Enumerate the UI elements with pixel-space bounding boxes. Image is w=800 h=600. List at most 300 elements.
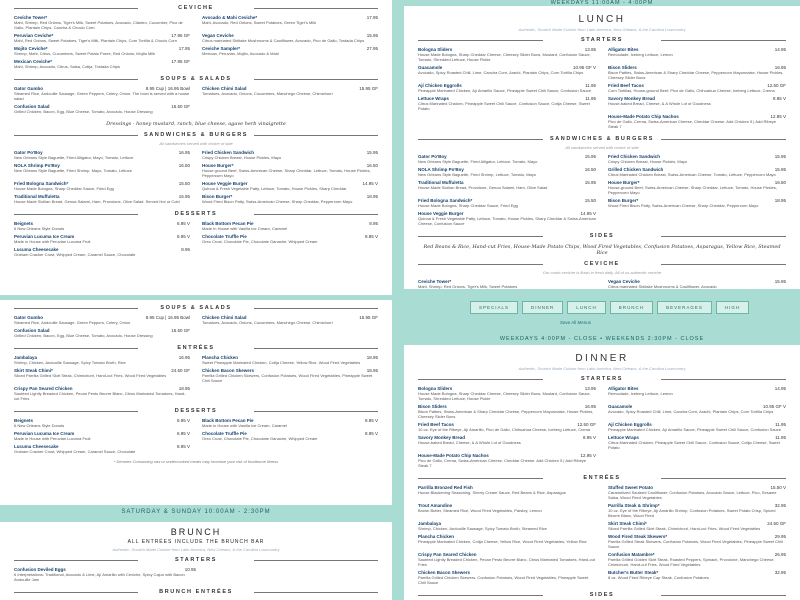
item-name: Black Bottom Pecan Pie (202, 221, 254, 226)
item-price: 8.95 (369, 221, 378, 226)
item-price: 15.95 (366, 33, 378, 38)
item-name: Fried Beef Tacos (608, 83, 644, 88)
menu-item (608, 278, 786, 289)
dinner-starters-grid (418, 385, 786, 470)
item-price: 13.95 (584, 386, 596, 391)
item-price: 27.95 (366, 46, 378, 51)
menu-item (14, 45, 190, 58)
item-description: Oreo Crust, Chocolate Pie, Chocolate Ganache, Whipped Cream (202, 436, 318, 441)
lunch-title: LUNCH (578, 14, 626, 25)
item-description: New Orleans Style Baguette, Fried Alligator, Lettuce, Tomato, Mayo (418, 159, 538, 164)
item-price: 14.95 V (362, 181, 378, 186)
item-price: 32.95 (774, 503, 786, 508)
tab-lunch[interactable]: LUNCH (567, 301, 606, 314)
item-price: 24.50 GF (171, 368, 190, 373)
item-name: Confusion Salad (14, 328, 50, 333)
item-name: Fried Chicken Sandwich (608, 154, 661, 159)
menu-item (14, 327, 190, 340)
item-price: 16.50 (584, 167, 596, 172)
section-heading-dinner-starters: STARTERS (418, 376, 786, 382)
item-price: 24.50 GF (767, 521, 786, 526)
entrees-grid (14, 354, 378, 403)
menu-item (202, 193, 378, 206)
item-description: Brown Butter, Steamed Rice, Wood Fired Vegetables, Parsley, Lemon (418, 508, 542, 513)
sandwiches-subtitle: All sandwiches served with choice of side (159, 141, 233, 146)
menu-item (14, 58, 190, 71)
menu-item (608, 64, 786, 82)
menu-item (14, 193, 190, 206)
menu-item (14, 85, 190, 103)
item-name: NOLA Shrimp Po'Boy (418, 167, 464, 172)
item-description: Pineapple Marinated Chicken, Ají Amarillo Sauce, Pineapple Sweet Chili Sauce, Confusion Sauce (418, 88, 591, 93)
item-description: House ground Beef, Swiss-American Cheese, Sharp Cheddar, Lettuce, Tomato, House Pickles, Peppercorn Mayo (202, 168, 371, 178)
menu-item (418, 82, 596, 95)
item-price: 16.95 (178, 150, 190, 155)
menu-item (608, 520, 786, 533)
item-price: 16.95 (774, 65, 786, 70)
section-heading-brunch-starters: STARTERS (14, 557, 378, 563)
item-name: Bison Sliders (418, 404, 447, 409)
item-description: Sweet Pineapple Marinated Chicken, Cotija Cheese, Yellow Rice, Wood Fired Vegetables (202, 360, 361, 365)
item-name: Ceviche Tower* (418, 279, 452, 284)
menu-item (14, 385, 190, 403)
lunch-ceviche-grid (418, 278, 786, 289)
item-price: 15.50 GF (171, 104, 190, 109)
menu-item (14, 220, 190, 233)
item-description: Bison Patties, Swiss-American & Sharp Cheddar Cheese, Peppercorn Mayonnaise, House Pickles, Cheesey Slider Buns (608, 70, 784, 80)
item-name: Grilled Chicken Sandwich (608, 167, 664, 172)
item-name: Gator Gumbo (14, 86, 43, 91)
item-description: Pineapple Marinated Chicken, Cotija Cheese, Yellow Rice, Wood Fired Vegetables, Yellow Rice (418, 539, 587, 544)
item-name: Chicken Chimi Salad (202, 315, 247, 320)
item-name: Bison Burger* (202, 194, 233, 199)
dinner-hours-label: WEEKDAYS 4:00PM - CLOSE • WEEKENDS 2:30PM - CLOSE (499, 336, 705, 342)
menu-item (418, 153, 596, 166)
left-menu-panel-bottom (0, 300, 392, 505)
item-price: 29.95 (774, 534, 786, 539)
item-description: Graham Cracker Crust, Whipped Cream, Caramel Sauce, Chocolate (14, 449, 136, 454)
item-price: 10.95 GF V (762, 404, 786, 409)
menu-item (418, 385, 596, 403)
brunch-hours-label: SATURDAY & SUNDAY 10:00AM - 2:30PM (121, 509, 271, 515)
menu-item (608, 569, 786, 587)
item-name: Gator Gumbo (14, 315, 43, 320)
menu-item (418, 421, 596, 434)
tab-beverages[interactable]: BEVERAGES (657, 301, 712, 314)
item-price: 15.95 (774, 154, 786, 159)
item-price: 12.95 V (770, 114, 786, 119)
item-name: House Veggie Burger (418, 211, 464, 216)
item-description: Made in House with Peruvian Lucuma Fruit (14, 436, 91, 441)
item-name: Fried Bologna Sandwich* (418, 198, 473, 203)
item-name: Jambalaya (14, 355, 38, 360)
item-name: Confusion Matambre* (608, 552, 655, 557)
item-description: Corn Tortillas, House-ground Beef, Pico de Gallo, Chihuahua Cheese, Iceberg Lettuce, Crema (608, 88, 775, 93)
menu-item (608, 533, 786, 551)
menu-item (14, 149, 190, 162)
lunch-subtitle: Authentic, Scratch Made Cuisine from Latin America, New Orleans, & the Carolina Lowcountry (518, 27, 686, 32)
item-name: Avocado & Mahi Ceviche* (202, 15, 258, 20)
item-name: Fried Beef Tacos (418, 422, 454, 427)
item-name: Peruvian Ceviche* (14, 33, 54, 38)
item-price: 6.95 V (176, 234, 190, 239)
menu-item (14, 430, 190, 443)
menu-item (418, 569, 596, 587)
item-price (592, 570, 596, 575)
item-description: Tomatoes, Avocado, Onions, Cucumbers, Manchego Cheese, Chimichurri (202, 320, 333, 325)
soups-grid-2 (14, 314, 378, 340)
item-description: House-ground Beef, Swiss-American Cheese, Sharp Cheddar, Lettuce, Tomato, House Pickles, Peppercorn Mayo (608, 185, 777, 195)
item-name: Chocolate Truffle Pie (202, 431, 247, 436)
menu-item (202, 367, 378, 385)
item-price: 15.95 GF (359, 315, 378, 320)
lunch-hours-label: WEEKDAYS 11:00AM - 4:00PM (550, 0, 654, 6)
menu-item (418, 46, 596, 64)
menu-item (418, 113, 596, 131)
item-name: Lucuma Cheesecake (14, 247, 59, 252)
item-description: Mexican, Peruvian, Mojito, Avocado & Mahi (202, 51, 279, 56)
item-price (592, 485, 596, 490)
item-name: Savory Monkey Bread (418, 435, 466, 440)
menu-item (418, 551, 596, 569)
menu-item (14, 32, 190, 45)
item-name: Alligator Bites (608, 47, 639, 52)
lunch-ceviche-subtitle: Our crudo ceviche is flown in fresh daily. All of us authentic ceviche (542, 270, 662, 275)
item-price: 16.95 (584, 404, 596, 409)
item-price: 15.95 (774, 167, 786, 172)
item-price: 8.95 V (364, 234, 378, 239)
item-price: 16.50 (366, 163, 378, 168)
item-name: Beignets (14, 418, 34, 423)
item-price: 11.95 (585, 83, 596, 88)
item-name: Bison Burger* (608, 198, 639, 203)
item-description: Mahi, Avocado, Red Onions, Sweet Potatoes, Green Tiger's Milk (202, 20, 317, 25)
item-name: House-Made Potato Chip Nachos (608, 114, 679, 119)
menu-item (418, 179, 596, 197)
dinner-panel (404, 345, 800, 600)
section-heading-lunch-sides: SIDES (418, 233, 786, 239)
item-price: 15.95 (584, 180, 596, 185)
item-price (186, 15, 190, 20)
menu-item (202, 233, 378, 246)
item-name: Confusion Salad (14, 104, 50, 109)
item-name: Stuffed Sweet Potato (608, 485, 654, 490)
item-price: 11.95 (775, 435, 786, 440)
item-name: Vegan Ceviche (608, 279, 640, 284)
item-description: Avocado, Spicy Roasted Chili, Lime, Cancha Corn, Arachi, Plantain Chips, Corn Tortilla Chips (418, 70, 584, 75)
lunch-sandwiches-subtitle: All sandwiches served with choice of side (565, 145, 639, 150)
item-price: 8.95 (181, 247, 190, 252)
item-description: Grilled Chicken, Bacon, Egg, Blue Cheese, Tomato, Avocado, House Dressing (14, 109, 153, 114)
item-name: Beignets (14, 221, 34, 226)
item-price: 10.95 (184, 567, 196, 572)
item-name: Savory Monkey Bread (608, 96, 656, 101)
item-price: 18.95 (178, 386, 190, 391)
item-name: House-Made Potato Chip Nachos (418, 453, 489, 458)
item-name: Traditional Muffuletta (418, 180, 464, 185)
section-heading-dinner-entrees: ENTRÉES (418, 475, 786, 481)
desserts-grid-2 (14, 417, 378, 456)
item-price: 15.95 (774, 279, 786, 284)
item-description: House-baked Bread, Cheese, & A Whole Lot of Goodness (608, 101, 711, 106)
item-description: 10 oz. Eye of the Ribeye, Ají Amarillo Shrimp, Confusion Potatoes, Sweet Potato Crisp, Spiced Beurre Blanc, Wood Fired (608, 508, 776, 518)
item-price: 6.95 V (176, 418, 190, 423)
item-name: Ají Chicken Eggrolls (418, 83, 462, 88)
menu-item (608, 95, 786, 113)
item-description: Bison Patties, Swiss-American & Sharp Cheddar Cheese, Peppercorn Mayonnaise, House Pickles, Cheesey Slider Buns (418, 409, 594, 419)
dinner-subtitle: Authentic, Scratch Made Cuisine from Latin America, New Orleans, & the Carolina Lowcountry (518, 366, 686, 371)
item-price: 8.95 V (364, 418, 378, 423)
section-heading-desserts: DESSERTS (14, 211, 378, 217)
menu-item (418, 95, 596, 113)
menu-item (202, 85, 378, 103)
brunch-panel (0, 522, 392, 600)
menu-item (608, 484, 786, 502)
item-name: Chocolate Truffle Pie (202, 234, 247, 239)
brunch-subtitle: Authentic, Scratch Made Cuisine from Latin America, New Orleans, & the Carolina Lowcountry (112, 547, 280, 552)
item-description: Shrimp, Chicken, Andouille Sausage, Spicy Tomato Broth, Steamed Rice (418, 526, 547, 531)
tab-high[interactable]: HIGH (716, 301, 749, 314)
item-price: 32.95 (774, 570, 786, 575)
item-name: Mexican Ceviche* (14, 59, 53, 64)
item-description: 8 oz. Wood Fired Ribeye Cap Steak, Confusion Potatoes (608, 575, 709, 580)
item-description: Shrimp, Mahi, Citrus, Cucumbers, Sweet Potato Puree, Red Onions, Mojito Milk (14, 51, 156, 56)
item-description: Sautéed Lightly Breaded Chicken, Pecan Pesto Beurre Blanc, Citrus Marinated Tomatoes, Hand-cut Fries (14, 391, 186, 401)
lunch-starters-grid (418, 46, 786, 131)
item-name: Ají Chicken Eggrolls (608, 422, 652, 427)
item-price: 15.50 (178, 181, 190, 186)
tab-specials[interactable]: SPECIALS (470, 301, 518, 314)
item-description: Pico de Gallo, Crema, Swiss-American Cheese, Cheddar Cheese. Add Chicken 5 | Add Ribeye Steak 7 (418, 458, 587, 468)
menu-item (14, 314, 190, 327)
item-description: Quinoa & Fresh Vegetable Patty, Lettuce, Tomato, House Pickles, Sharp Cheddar & Swiss-American Cheese, Confusion Sauce (418, 216, 596, 226)
menu-item (608, 46, 786, 64)
item-name: Plancha Chicken (418, 534, 455, 539)
item-price: 15.50 GF (171, 328, 190, 333)
item-name: Chicken Chimi Salad (202, 86, 247, 91)
menu-item (608, 502, 786, 520)
item-description: New Orleans Style Baguette, Fried Alligator, Mayo, Tomato, Lettuce (14, 155, 134, 160)
ceviche-grid (14, 14, 378, 71)
soups-grid (14, 85, 378, 116)
item-name: Plancha Chicken (202, 355, 239, 360)
item-name: Lettuce Wraps (418, 96, 449, 101)
item-description: Steamed Rice, Andouille Sausage, Green Peppers, Celery, Onion (14, 320, 131, 325)
menu-item (14, 233, 190, 246)
menu-item (418, 533, 596, 551)
menu-item (418, 278, 596, 289)
menu-item (608, 153, 786, 166)
menu-item (418, 520, 596, 533)
item-description: Crispy Chicken Breast, House Pickles, Mayo (202, 155, 282, 160)
item-description: Remoulade, Iceberg Lettuce, Lemon (608, 52, 673, 57)
item-description: Parrilla Grilled Steak Skewers, Confusion Potatoes, Wood Fired Vegetables, Pineapple Sweet Chili Sauce (608, 539, 783, 549)
item-description: House Made Sicilian Bread, Genoa Salami, Ham, Provolone, Olive Salad. Served Hot or Cold (14, 199, 180, 204)
item-name: Bison Sliders (608, 65, 637, 70)
item-description: New Orleans Style Baguette, Fried Shrimp, Lettuce, Tomato, Mayo (418, 172, 536, 177)
item-name: Confusion Deviled Eggs (14, 567, 66, 572)
section-heading-lunch-sandwiches: SANDWICHES & BURGERS (418, 136, 786, 142)
item-name: Parrilla Steak & Shrimp* (608, 503, 660, 508)
menu-item (418, 64, 596, 82)
item-description: 6 New Orleans Style Donuts (14, 226, 65, 231)
menu-item (418, 502, 596, 520)
menu-item (608, 113, 786, 131)
item-price: 18.95 (774, 198, 786, 203)
item-price: 15.95 (178, 194, 190, 199)
item-name: Fried Bologna Sandwich* (14, 181, 69, 186)
dinner-title: DINNER (575, 353, 629, 364)
item-description: House Made Bologna, Sharp Cheddar Sauce, Fried Egg (418, 203, 518, 208)
item-description: Graham Cracker Crust, Whipped Cream, Caramel Sauce, Chocolate (14, 252, 136, 257)
item-description: Parrilla Grilled Golden Skirt Steak, Roasted Peppers, Spinach, Provolone, Manchego Cheese, Chimichurri, Hand-cut Fries, Wood Fired Vegetables (608, 557, 775, 567)
item-price (592, 503, 596, 508)
item-description: Made in House with Vanilla Ice Cream, Caramel (202, 423, 287, 428)
section-heading-soups: SOUPS & SALADS (14, 76, 378, 82)
item-name: Parrilla Bronzed Red Fish (418, 485, 473, 490)
item-price: 17.95 (178, 46, 190, 51)
item-price: 16.50 (178, 163, 190, 168)
tab-dinner[interactable]: DINNER (522, 301, 563, 314)
menu-item (202, 14, 378, 32)
item-description: Parrilla Grilled Chicken Skewers, Confusion Potatoes, Wood Fired Vegetables, Pineapple Sweet Chili Sauce (418, 575, 589, 585)
item-name: Traditional Muffuletta (14, 194, 60, 199)
item-name: Trout Amandine (418, 503, 453, 508)
item-price: 26.95 (774, 552, 786, 557)
item-price: 18.95 (366, 368, 378, 373)
item-name: Chicken Bacon Skewers (418, 570, 471, 575)
desserts-grid (14, 220, 378, 259)
item-name: Lettuce Wraps (608, 435, 639, 440)
menu-item (608, 82, 786, 95)
item-price: 8.95 V (772, 96, 786, 101)
menu-item (608, 197, 786, 210)
section-heading-dinner-sides: SIDES (418, 592, 786, 598)
menu-item (14, 367, 190, 385)
consumption-note: * Denotes Consuming raw or undercooked meats may increase your risk of foodborne illness (113, 459, 279, 464)
item-price: 17.95 (366, 15, 378, 20)
menu-item (608, 166, 786, 179)
item-description: Sautéed Lightly Breaded Chicken, Pecan Pesto Beurre Blanc, Citrus Marinated Tomatoes, Hand-cut Fries (418, 557, 595, 567)
item-price: 11.95 (775, 422, 786, 427)
item-name: Lucuma Cheesecake (14, 444, 59, 449)
item-description: New Orleans Style Baguette, Fried Shrimp, Mayo, Tomato, Lettuce (14, 168, 132, 173)
section-heading-ceviche: CEVICHE (14, 5, 378, 11)
section-heading-soups-2: SOUPS & SALADS (14, 305, 378, 311)
item-price: 13.95 (584, 47, 596, 52)
menu-item (14, 354, 190, 367)
item-description: Mahi, Shrimp, Red Onions, Tiger's Milk, Sweet Potatoes (418, 284, 518, 289)
item-price: 18.95 (366, 355, 378, 360)
item-name: Guacamole (418, 65, 443, 70)
item-description: Parrilla Grilled Chicken Skewers, Confusion Potatoes, Wood Fired Vegetables, Pineapple Sweet Chili Sauce (202, 373, 373, 383)
item-name: Peruvian Lucuma Ice Cream (14, 234, 75, 239)
item-name: Skirt Steak Chimi* (608, 521, 647, 526)
item-description: Citrus Marinated Chicken Breast, Swiss-American Cheese, Tomato, Lettuce, Peppercorn Mayo (608, 172, 776, 177)
item-name: Mojito Ceviche* (14, 46, 48, 51)
item-price: 12.95 V (580, 453, 596, 458)
lunch-sandwiches-grid (418, 153, 786, 228)
item-name: Guacamole (608, 404, 633, 409)
menu-item (202, 149, 378, 162)
menu-item (14, 180, 190, 193)
menu-item (202, 45, 378, 58)
item-name: Crispy Pan Seared Chicken (14, 386, 73, 391)
lunch-panel (404, 6, 800, 289)
item-name: Gator Po'Boy (14, 150, 43, 155)
item-price: 17.95 GF (171, 59, 190, 64)
menu-item (418, 434, 596, 452)
menu-item (14, 162, 190, 180)
item-price: 18.95 (366, 194, 378, 199)
item-name: Alligator Bites (608, 386, 639, 391)
item-description: Mahi, Red Onions, Sweet Potatoes, Tiger's Milk, Plantain Chips, Corn Tortilla & Choclo Corn (14, 38, 177, 43)
menu-item (418, 403, 596, 421)
item-name: House Veggie Burger (202, 181, 248, 186)
item-name: Ceviche Sampler* (202, 46, 241, 51)
menu-item (202, 220, 378, 233)
item-description: Sliced Parrilla Grilled Skirt Steak, Chimichurri, Hand-cut Fries, Wood Fired Vegetables (608, 526, 761, 531)
item-description: Shrimp, Chicken, Andouille Sausage, Spicy Tomato Broth, Rice (14, 360, 126, 365)
item-description: Pineapple Marinated Chicken, Ají Amarillo Sauce, Pineapple Sweet Chili Sauce, Confusion Sauce (608, 427, 781, 432)
item-name: Bologna Sliders (418, 386, 453, 391)
item-description: Mahi, Shrimp, Red Onions, Tiger's Milk, Sweet Potatoes, Avocado, Cilantro, Cucumber, Pico de Gallo, Plantain Chips, Cancha & Choclo Corn (14, 20, 183, 30)
item-price: 6.95 V (176, 221, 190, 226)
item-description: House Blackening Seasoning, Sherry Cream Sauce, Red Beans & Rice, Asparagus (418, 490, 566, 495)
save-all-menus-link[interactable]: Save All Menus (560, 320, 592, 325)
item-price: 8.95 Cup | 16.95 Bowl (145, 86, 190, 91)
item-price: 14.95 (774, 47, 786, 52)
item-description: Pico de Gallo, Crema, Swiss-American Cheese, Cheddar Cheese. Add Chicken 5 | Add Ribeye Steak 7 (608, 119, 777, 129)
item-name: House Burger* (608, 180, 640, 185)
section-heading-lunch-ceviche: CEVICHE (418, 261, 786, 267)
item-description: House-baked Bread, Cheese, & A Whole Lot of Goodness (418, 440, 521, 445)
menu-item (14, 103, 190, 116)
item-description: Caramelized Sauteed Cauliflower, Confusion Potatoes, Avocado Sauce, Lettuce, Pico, Sesame Salsa, Wood Fired Vegetables (608, 490, 777, 500)
brunch-bar-note: ALL ENTRÉES INCLUDE THE BRUNCH BAR (127, 539, 265, 545)
item-price: 10.95 GF V (572, 65, 596, 70)
item-price: 15.95 GF (359, 86, 378, 91)
section-heading-brunch-entrees: BRUNCH ENTRÉES (14, 589, 378, 595)
section-heading-lunch-starters: STARTERS (418, 37, 786, 43)
item-description: Steamed Rice, Andouille Sausage, Green Peppers, Celery, Onion. The bowl is served with a house salad (14, 91, 190, 101)
item-description: Wood Fired Bison Patty, Swiss-American Cheese, Sharp Cheddar, Peppercorn Mayo (608, 203, 759, 208)
item-price: 11.95 (585, 96, 596, 101)
item-name: Butcher's Butter Steak* (608, 570, 659, 575)
menu-item (14, 246, 190, 259)
item-price: 15.50 (584, 198, 596, 203)
tab-brunch[interactable]: BRUNCH (610, 301, 653, 314)
item-price (592, 534, 596, 539)
item-name: Jambalaya (418, 521, 442, 526)
menu-item (418, 452, 596, 470)
section-heading-sandwiches: SANDWICHES & BURGERS (14, 132, 378, 138)
item-description: House Made Bologna, Sharp Cheddar Sauce, Fried Egg (14, 186, 114, 191)
item-description: 6 New Orleans Style Donuts (14, 423, 65, 428)
menu-item (418, 210, 596, 228)
item-name: Cevíche Tower* (14, 15, 48, 20)
item-description: Sliced Parrilla Grilled Skirt Steak, Chimichurri, Hand-cut Fries, Wood Fired Vegetables (14, 373, 167, 378)
menu-item (14, 14, 190, 32)
item-price: 12.50 GF (577, 422, 596, 427)
item-description: Citrus Marinated Chicken, Pineapple Sweet Chili Sauce, Confusion Sauce, Cotija Cheese, Sweet Potato (418, 101, 590, 111)
menu-tab-row (470, 301, 749, 314)
item-name: Fried Chicken Sandwich (202, 150, 255, 155)
dinner-entrees-grid (418, 484, 786, 587)
section-heading-entrees: ENTRÉES (14, 345, 378, 351)
item-name: Skirt Steak Chimi* (14, 368, 53, 373)
item-description: Oreo Crust, Chocolate Pie, Chocolate Ganache, Whipped Cream (202, 239, 318, 244)
